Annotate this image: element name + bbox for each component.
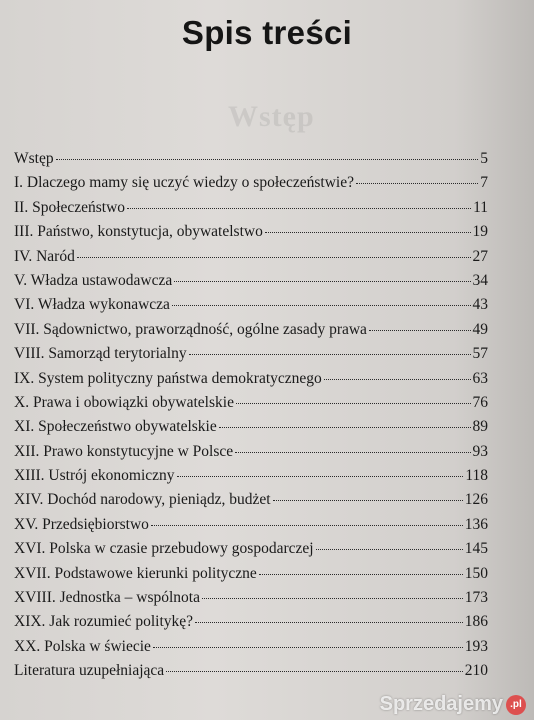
toc-entry-page: 63 <box>472 369 488 387</box>
table-of-contents <box>14 147 488 684</box>
dot-leader <box>316 549 463 550</box>
toc-entry-label: XVII. Podstawowe kierunki polityczne <box>14 564 257 582</box>
toc-entry-label: XV. Przedsiębiorstwo <box>14 515 149 533</box>
toc-entry-label: XX. Polska w świecie <box>14 637 151 655</box>
dot-leader <box>369 330 471 331</box>
dot-leader <box>166 671 463 672</box>
toc-entry-page: 43 <box>472 296 488 314</box>
toc-entry-label: XI. Społeczeństwo obywatelskie <box>14 418 217 436</box>
dot-leader <box>356 183 478 184</box>
dot-leader <box>174 281 470 282</box>
dot-leader <box>56 159 479 160</box>
toc-entry <box>14 440 488 464</box>
dot-leader <box>259 574 463 575</box>
toc-entry-page: 11 <box>473 198 488 216</box>
dot-leader <box>219 427 471 428</box>
toc-entry-label: VI. Władza wykonawcza <box>14 296 170 314</box>
toc-entry-label: Wstęp <box>14 150 54 167</box>
toc-entry-page: 7 <box>480 174 488 192</box>
toc-entry-page: 34 <box>472 271 488 289</box>
toc-entry-label: XIV. Dochód narodowy, pieniądz, budżet <box>14 491 271 509</box>
dot-leader <box>127 208 471 209</box>
dot-leader <box>177 476 464 477</box>
toc-entry <box>14 318 488 342</box>
toc-entry-label: VIII. Samorząd terytorialny <box>14 345 187 363</box>
toc-entry-label: Literatura uzupełniająca <box>14 662 165 680</box>
toc-entry <box>14 220 488 244</box>
dot-leader <box>151 525 463 526</box>
dot-leader <box>189 354 471 355</box>
toc-entry <box>14 610 488 634</box>
toc-entry <box>14 196 488 220</box>
toc-entry <box>14 391 488 415</box>
toc-entry-page: 57 <box>472 345 488 363</box>
toc-entry-page: 118 <box>465 467 488 485</box>
toc-entry-page: 19 <box>472 223 488 241</box>
toc-entry-page: 126 <box>464 491 488 509</box>
toc-entry <box>14 537 488 561</box>
toc-entry-label: III. Państwo, konstytucja, obywatelstwo <box>14 223 263 241</box>
toc-entry-page: 93 <box>472 442 488 460</box>
toc-entry-label: II. Społeczeństwo <box>14 198 126 216</box>
toc-entry-page: 5 <box>480 150 488 167</box>
toc-entry <box>14 269 488 293</box>
watermark-badge: .pl <box>506 695 526 715</box>
toc-entry <box>14 464 488 488</box>
toc-entry-page: 49 <box>472 320 488 338</box>
toc-entry-page: 145 <box>464 540 488 558</box>
toc-entry-page: 210 <box>464 662 488 680</box>
dot-leader <box>265 232 471 233</box>
toc-entry-label: XVIII. Jednostka – wspólnota <box>14 589 200 607</box>
toc-entry-label: XIII. Ustrój ekonomiczny <box>14 467 175 485</box>
toc-entry-page: 193 <box>464 637 488 655</box>
toc-entry-page: 186 <box>464 613 488 631</box>
toc-entry <box>14 659 488 683</box>
dot-leader <box>236 403 471 404</box>
toc-entry <box>14 293 488 317</box>
toc-entry-page: 27 <box>472 247 488 265</box>
toc-entry-label: IX. System polityczny państwa demokratycznego <box>14 369 322 387</box>
watermark-text: Sprzedajemy <box>379 693 503 715</box>
toc-entry-label: IV. Naród <box>14 247 75 265</box>
toc-entry-label: V. Władza ustawodawcza <box>14 271 173 289</box>
toc-entry <box>14 488 488 512</box>
toc-entry-label: XVI. Polska w czasie przebudowy gospodarczej <box>14 540 314 558</box>
dot-leader <box>324 379 471 380</box>
toc-entry <box>14 171 488 195</box>
toc-entry <box>14 635 488 659</box>
toc-entry-label: VII. Sądownictwo, praworządność, ogólne zasady prawa <box>14 320 367 338</box>
toc-entry-label: I. Dlaczego mamy się uczyć wiedzy o społeczeństwie? <box>14 174 354 192</box>
dot-leader <box>153 647 463 648</box>
toc-entry <box>14 245 488 269</box>
toc-entry <box>14 367 488 391</box>
toc-entry-page: 150 <box>464 564 488 582</box>
toc-entry-page: 136 <box>464 515 488 533</box>
toc-entry-label: XIX. Jak rozumieć politykę? <box>14 613 194 631</box>
toc-entry <box>14 415 488 439</box>
dot-leader <box>77 257 471 258</box>
toc-entry-page: 89 <box>472 418 488 436</box>
page-title: Spis treści <box>181 14 353 51</box>
toc-entry <box>14 342 488 366</box>
toc-entry-page: 76 <box>472 393 488 411</box>
toc-entry <box>14 562 488 586</box>
toc-entry-page: 173 <box>464 589 488 607</box>
dot-leader <box>202 598 463 599</box>
dot-leader <box>172 305 471 306</box>
dot-leader <box>195 622 463 623</box>
toc-entry <box>14 513 488 537</box>
toc-entry <box>14 147 488 171</box>
dot-leader <box>273 500 463 501</box>
toc-entry-label: XII. Prawo konstytucyjne w Polsce <box>14 442 234 460</box>
toc-entry <box>14 586 488 610</box>
watermark-logo <box>380 693 526 716</box>
toc-entry-label: X. Prawa i obowiązki obywatelskie <box>14 393 234 411</box>
show-through-text: Wstęp <box>228 100 315 133</box>
dot-leader <box>235 452 470 453</box>
